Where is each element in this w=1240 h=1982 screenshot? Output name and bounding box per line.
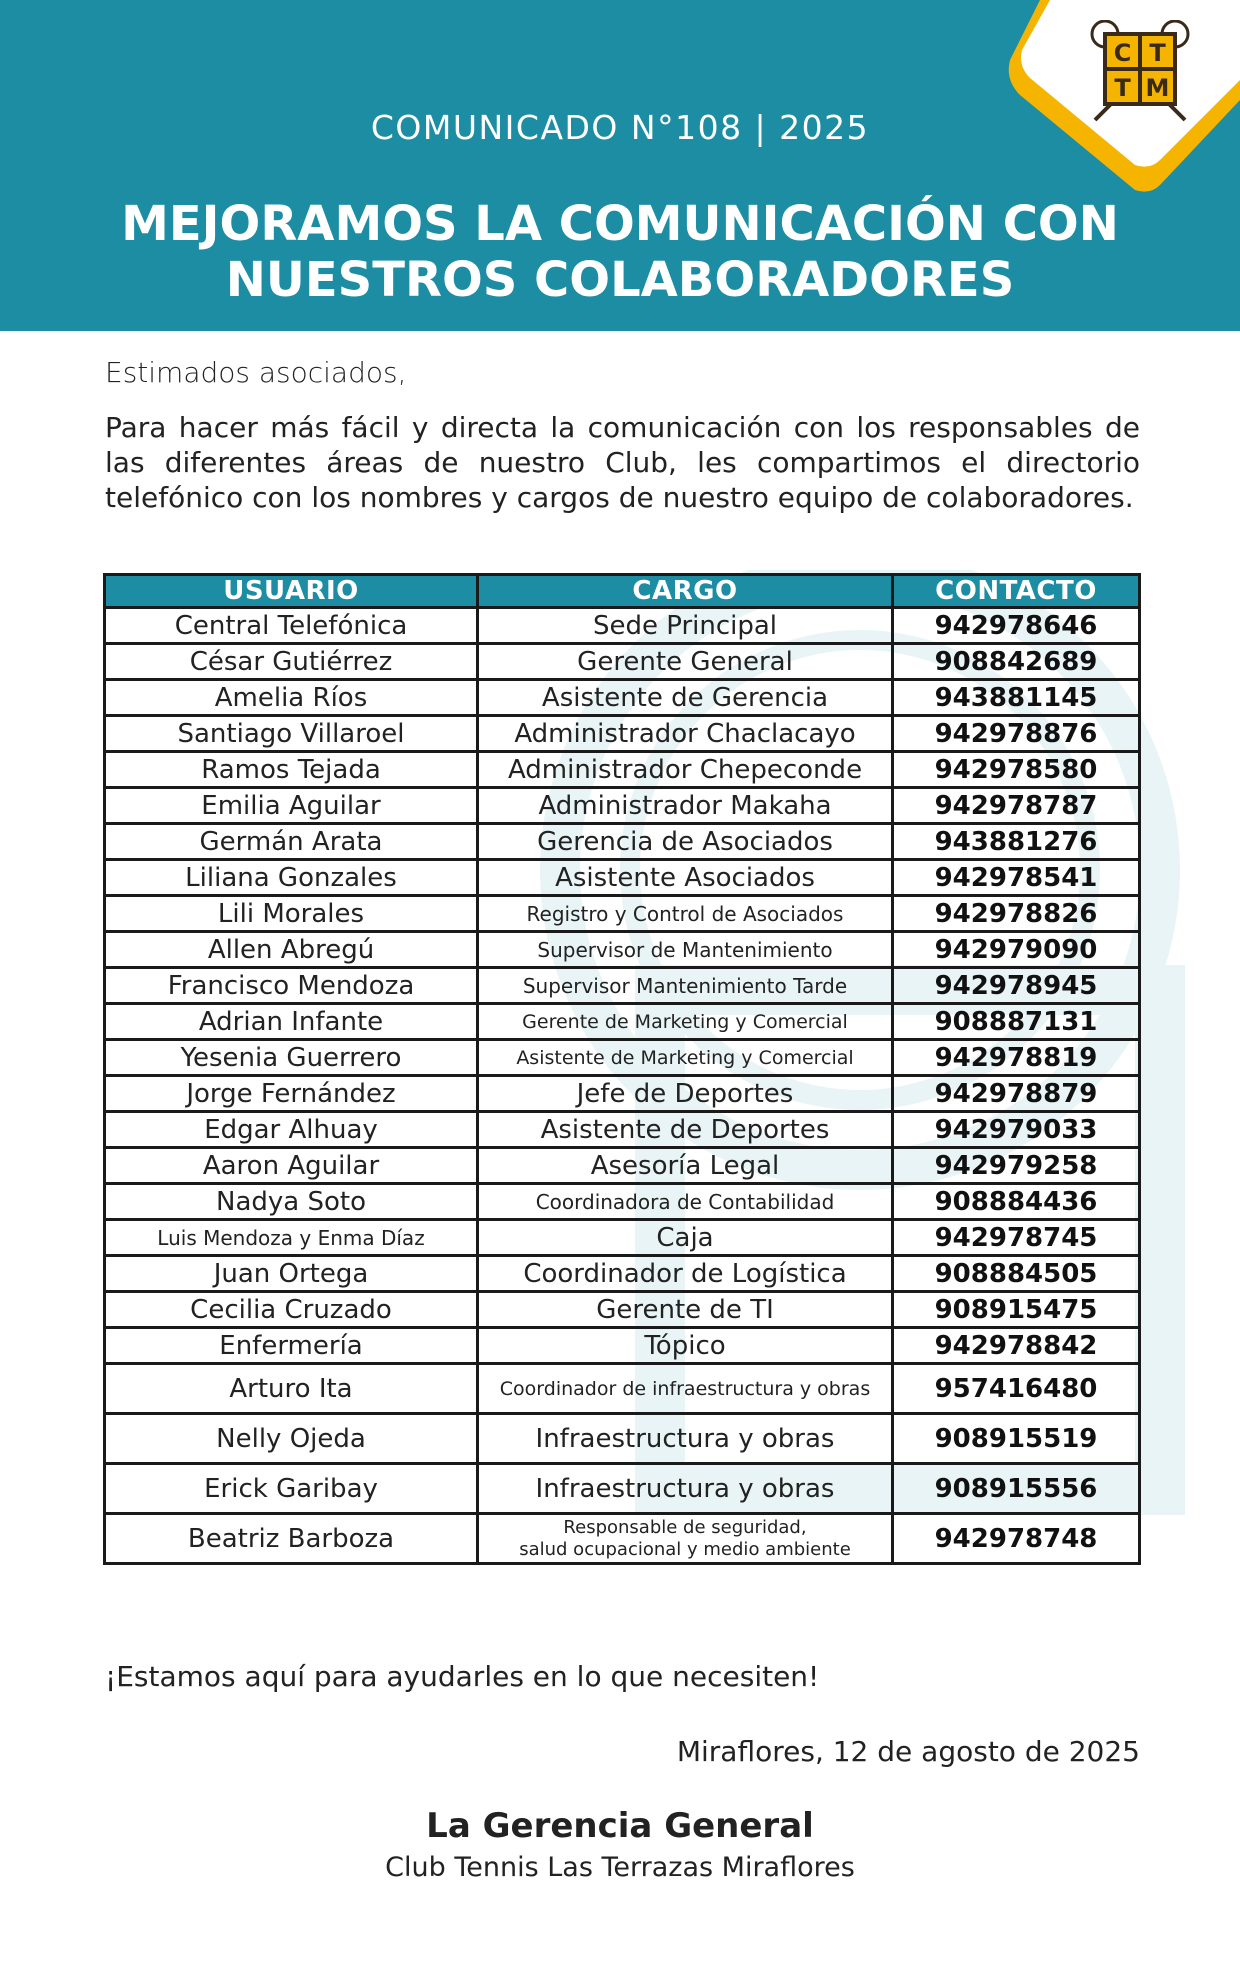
table-row — [105, 824, 1140, 860]
logo-letter-3: T — [1114, 74, 1131, 102]
signature: La Gerencia General — [426, 1806, 814, 1846]
table-row — [105, 1004, 1140, 1040]
table-row — [105, 1514, 1140, 1564]
cell-cargo: Gerente de TI — [478, 1292, 893, 1328]
cell-usuario: Aaron Aguilar — [105, 1148, 478, 1184]
cell-usuario: Liliana Gonzales — [105, 860, 478, 896]
cell-usuario: Jorge Fernández — [105, 1076, 478, 1112]
cell-contacto: 942978787 — [893, 788, 1140, 824]
cell-usuario: Luis Mendoza y Enma Díaz — [105, 1220, 478, 1256]
logo-letter-4: M — [1145, 74, 1170, 102]
cell-contacto: 908884436 — [893, 1184, 1140, 1220]
cell-cargo: Asistente de Marketing y Comercial — [478, 1040, 893, 1076]
cell-usuario: Adrian Infante — [105, 1004, 478, 1040]
cell-cargo: Asistente de Deportes — [478, 1112, 893, 1148]
cell-cargo: Gerencia de Asociados — [478, 824, 893, 860]
cell-contacto: 908884505 — [893, 1256, 1140, 1292]
table-row — [105, 896, 1140, 932]
cell-cargo: Jefe de Deportes — [478, 1076, 893, 1112]
cell-usuario: Nelly Ojeda — [105, 1414, 478, 1464]
table-row — [105, 680, 1140, 716]
cell-cargo: Asistente de Gerencia — [478, 680, 893, 716]
table-row — [105, 1112, 1140, 1148]
cell-contacto: 942978745 — [893, 1220, 1140, 1256]
cell-cargo: Coordinador de Logística — [478, 1256, 893, 1292]
cell-contacto: 942978879 — [893, 1076, 1140, 1112]
cell-contacto: 942978945 — [893, 968, 1140, 1004]
cargo-line-2: salud ocupacional y medio ambiente — [519, 1538, 851, 1560]
header-contacto: CONTACTO — [893, 575, 1140, 608]
cell-usuario: Santiago Villaroel — [105, 716, 478, 752]
page-title — [0, 196, 1240, 308]
cell-contacto: 942978826 — [893, 896, 1140, 932]
cell-cargo: Supervisor de Mantenimiento — [478, 932, 893, 968]
table-row — [105, 1040, 1140, 1076]
cell-usuario: Beatriz Barboza — [105, 1514, 478, 1564]
cell-cargo: Registro y Control de Asociados — [478, 896, 893, 932]
cell-contacto: 908915556 — [893, 1464, 1140, 1514]
cell-cargo: Sede Principal — [478, 608, 893, 644]
cell-cargo: Infraestructura y obras — [478, 1414, 893, 1464]
table-row — [105, 1256, 1140, 1292]
table-row — [105, 752, 1140, 788]
header-cargo: CARGO — [478, 575, 893, 608]
cell-contacto: 908915475 — [893, 1292, 1140, 1328]
comunicado-number: COMUNICADO N°108 | 2025 — [370, 108, 870, 147]
cell-usuario: Yesenia Guerrero — [105, 1040, 478, 1076]
cell-contacto: 942979258 — [893, 1148, 1140, 1184]
cell-usuario: Lili Morales — [105, 896, 478, 932]
cell-usuario: Francisco Mendoza — [105, 968, 478, 1004]
cell-usuario: Ramos Tejada — [105, 752, 478, 788]
cell-cargo: Asesoría Legal — [478, 1148, 893, 1184]
cell-cargo: Gerente de Marketing y Comercial — [478, 1004, 893, 1040]
cell-usuario: Emilia Aguilar — [105, 788, 478, 824]
cell-cargo: Administrador Makaha — [478, 788, 893, 824]
cell-contacto: 942978819 — [893, 1040, 1140, 1076]
cell-usuario: Arturo Ita — [105, 1364, 478, 1414]
cell-usuario: Germán Arata — [105, 824, 478, 860]
table-row — [105, 860, 1140, 896]
greeting-text: Estimados asociados, — [105, 356, 407, 389]
cell-contacto: 908915519 — [893, 1414, 1140, 1464]
cell-contacto: 942978580 — [893, 752, 1140, 788]
logo-letter-1: C — [1113, 39, 1132, 67]
cell-usuario: Central Telefónica — [105, 608, 478, 644]
cell-cargo — [478, 1514, 893, 1564]
intro-paragraph: Para hacer más fácil y directa la comunicación con los responsables de las diferentes áreas de nuestro Club, les compartimos el directorio telefónico con los nombres y cargos de nuestro equipo de colaboradores. — [105, 411, 1140, 514]
cell-contacto: 957416480 — [893, 1364, 1140, 1414]
table-header-row — [105, 575, 1140, 608]
cell-usuario: Nadya Soto — [105, 1184, 478, 1220]
table-row — [105, 1464, 1140, 1514]
cell-usuario: Allen Abregú — [105, 932, 478, 968]
cell-contacto: 942978876 — [893, 716, 1140, 752]
cell-cargo: Gerente General — [478, 644, 893, 680]
table-row — [105, 644, 1140, 680]
cell-cargo: Administrador Chepeconde — [478, 752, 893, 788]
directory-table — [103, 573, 1141, 1565]
cargo-line-1: Responsable de seguridad, — [563, 1516, 807, 1538]
table-row — [105, 716, 1140, 752]
title-line-1: MEJORAMOS LA COMUNICACIÓN CON — [121, 196, 1119, 252]
cell-usuario: Amelia Ríos — [105, 680, 478, 716]
cell-cargo: Asistente Asociados — [478, 860, 893, 896]
table-row — [105, 968, 1140, 1004]
cell-contacto: 942979090 — [893, 932, 1140, 968]
club-name: Club Tennis Las Terrazas Miraflores — [385, 1852, 855, 1883]
cell-cargo: Caja — [478, 1220, 893, 1256]
cell-usuario: Cecilia Cruzado — [105, 1292, 478, 1328]
closing-text: ¡Estamos aquí para ayudarles en lo que necesiten! — [105, 1660, 820, 1693]
header-banner — [0, 0, 1240, 331]
table-row — [105, 1220, 1140, 1256]
cell-contacto: 942978842 — [893, 1328, 1140, 1364]
cell-usuario: Edgar Alhuay — [105, 1112, 478, 1148]
cell-contacto: 943881276 — [893, 824, 1140, 860]
cell-contacto: 942978541 — [893, 860, 1140, 896]
cell-cargo: Infraestructura y obras — [478, 1464, 893, 1514]
table-row — [105, 932, 1140, 968]
cell-cargo: Coordinadora de Contabilidad — [478, 1184, 893, 1220]
cell-contacto: 942978748 — [893, 1514, 1140, 1564]
header-usuario: USUARIO — [105, 575, 478, 608]
cell-usuario: César Gutiérrez — [105, 644, 478, 680]
table-row — [105, 788, 1140, 824]
table-row — [105, 1328, 1140, 1364]
cell-contacto: 908887131 — [893, 1004, 1140, 1040]
cell-contacto: 942978646 — [893, 608, 1140, 644]
table-row — [105, 1292, 1140, 1328]
cell-usuario: Enfermería — [105, 1328, 478, 1364]
table-row — [105, 1148, 1140, 1184]
table-row — [105, 1364, 1140, 1414]
cell-cargo: Supervisor Mantenimiento Tarde — [478, 968, 893, 1004]
cell-usuario: Juan Ortega — [105, 1256, 478, 1292]
cell-contacto: 943881145 — [893, 680, 1140, 716]
cell-cargo: Administrador Chaclacayo — [478, 716, 893, 752]
table-row — [105, 1414, 1140, 1464]
cell-contacto: 942979033 — [893, 1112, 1140, 1148]
date-text: Miraflores, 12 de agosto de 2025 — [676, 1735, 1140, 1768]
logo-letter-2: T — [1149, 39, 1166, 67]
table-row — [105, 1076, 1140, 1112]
table-row — [105, 608, 1140, 644]
title-line-2: NUESTROS COLABORADORES — [225, 252, 1015, 308]
cell-usuario: Erick Garibay — [105, 1464, 478, 1514]
cell-cargo: Tópico — [478, 1328, 893, 1364]
table-row — [105, 1184, 1140, 1220]
cell-cargo: Coordinador de infraestructura y obras — [478, 1364, 893, 1414]
cell-contacto: 908842689 — [893, 644, 1140, 680]
